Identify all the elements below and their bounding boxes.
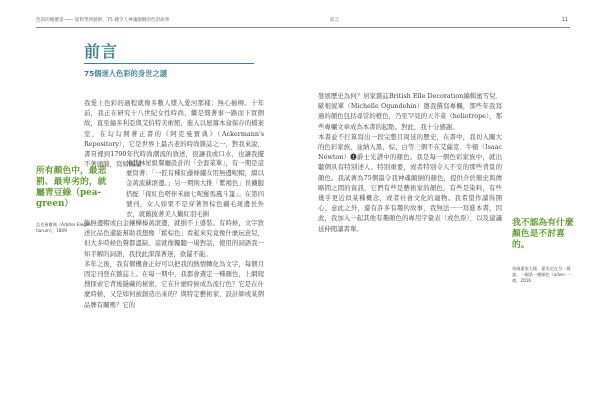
image-caption-left: 亞克曼寶典《Arbiter Elegan- tiarum》，1809	[36, 222, 93, 233]
header-rule	[36, 27, 570, 28]
paragraph: 米其林星級餐廳設計的「全套菜單」，有一期是這麼寫著：「一匠有種紅藤條繡女用無邊呢帽，綴以金黃流蘇滾邊。」另一期則大推「紫褐色」長襪服搭配「探紅色嗒伴禾廊七呢羅馬風斗篷」。在第四號刊，女人如果不是穿著智棕色襯毛斑邊長外衣，就舊披著美人鶴紅羽毛圍	[126, 159, 264, 218]
chapter-title: 前言	[84, 42, 119, 61]
running-header-right: 前言	[330, 18, 340, 23]
page-number: 11	[561, 17, 568, 23]
paragraph: 飾無邊帽或白金鑲樺榛黃滾邊，就損不上盛裝。有時候，文字敘述比品色還能幫助我想像「鬆棕色」看起來究竟像什麼玩意兒，但大多時候色聲都溫缺。這就像獨聽一場對話，使用的詞語我一知半解的詞語，我找此深深著迷，欲罷不能。 多年之後，我有個機會正好可以把我的熱情轉化為文字，每個月固定刊登在雜誌上。在每一期中，我都會選定一種顏色，上網爬搜探索它背後隱藏的秘密，它在什麼時候成為流行色？它是在什麼時候、又是如何被創造出來的？與特定藝術家、設計師或某個品牌有關嗎？它的	[84, 219, 264, 309]
image-caption-right: 英國畫家大衛．霍克尼在另一篇談，一幅第一種顏色（alive）一商，2016	[512, 266, 573, 283]
body-text-left-bottom	[84, 218, 264, 310]
paragraph: 我愛上色彩的過程就像多數人墜入愛河那樣：無心插柳。十年前，我正在研究十八世紀女性時尚，繼是閱著事一路而下買個故，直至撞多利亞與艾伯特美術館，進入以屋簷本盒保存的檔案室，在勾勾開著正書的《阿克曼寶典》（Ackermann's Repository），它是世界上最古老的時尚雜誌之一，對我來說，書頁裡到1790年代時尚潮流的敘述，很讓我或口水，也讓我擺不著頭腦，寫如關讀	[84, 99, 264, 169]
paragraph: 發展歷史為何？居家雜誌British Elle Decoration編輯蜜雪兒．歐根妮單（Michelle Ogundehin）邀我撰寫專欄，那些年我寫過的顏色包括尋常的橙色，乃至罕見的天芥菜（heliotrope），那些專欄文章成為本書的起點。對此，我十分感謝。 本書並不打算寫出一段完整且周延的歷史，在書中，我切入關大的色彩家族，並納入黑、棕、白等三個不在艾薩克．牛頓（Isaac Newton）❶爵士光譜中的顏色。我是每一個色彩家族中，就出聽個具有特別述人、特別重要，或者特別令人不安的那些背景的顏色。我試著為75個最令我神魂顛倒的顏色，提供介於簡史與傳略間之間的資訊，它們有些是藝術家的顏色，有些是染料，有些幾乎更近似某種概念，或者社會文化的連物。我希望作讀得開心、意此之外，還有許多有趣的故事，我無法一一寫進本書，因此，我加入一起其他有趣顏色的專用字彙表（或色票），以及建議延伸閱讀書單。	[318, 92, 502, 233]
running-header-left: 色彩的履歷書 ─── 從科學到藝術，75 種令人神魂顛倒的色彩故事	[36, 18, 170, 23]
body-text-wrap	[126, 158, 264, 218]
pull-quote-right: 我不認為有什麼顏色是不討喜的。	[512, 218, 574, 250]
title-underline	[84, 63, 254, 64]
body-text-right	[318, 91, 502, 234]
chapter-subtitle: 75個迷人色彩的身世之謎	[84, 69, 168, 78]
pull-quote-left: 所有顏色中，最悲罰、最卑劣的，就屬青豆綠（pea-green）	[36, 166, 107, 209]
